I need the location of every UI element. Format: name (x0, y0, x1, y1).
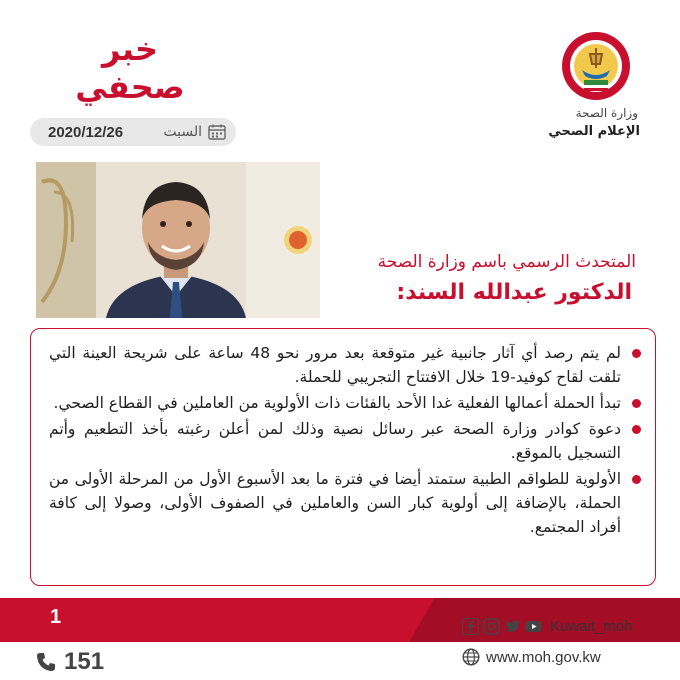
press-release-title (40, 30, 220, 110)
website-url[interactable]: www.moh.gov.kw (486, 648, 601, 666)
speaker-name: الدكتور عبدالله السند: (396, 280, 632, 305)
hotline-number: 151 (64, 648, 105, 675)
twitter-icon[interactable] (504, 618, 521, 635)
phone-icon (36, 652, 56, 672)
statements-box (30, 328, 656, 586)
title-line-2: صحفي (75, 68, 185, 106)
facebook-icon[interactable] (462, 618, 479, 635)
social-handle[interactable]: Kuwait_moh (550, 618, 633, 635)
day-label: السبت (163, 124, 202, 140)
department-name: الإعلام الصحي (548, 124, 640, 139)
statement-item: دعوة كوادر وزارة الصحة عبر رسائل نصية وذلك لمن أعلن رغبته بأخذ التطعيم وأتم التسجيل بالموقع. (49, 417, 643, 465)
social-links (462, 618, 633, 635)
page-number: 1 (50, 606, 62, 628)
date-value: 2020/12/26 (48, 123, 124, 141)
globe-icon (462, 648, 480, 666)
website-link[interactable] (462, 648, 601, 666)
ministry-logo (560, 30, 632, 102)
speaker-photo (36, 162, 320, 318)
statement-item: لم يتم رصد أي آثار جانبية غير متوقعة بعد مرور نحو 48 ساعة على شريحة العينة التي تلقت لقاح كوفيد-19 خلال الافتتاح التجريبي للحملة. (49, 341, 643, 389)
speaker-role: المتحدث الرسمي باسم وزارة الصحة (377, 252, 636, 272)
hotline (36, 648, 104, 676)
statement-item: الأولوية للطواقم الطبية ستمتد أيضا في فترة ما بعد الأسبوع الأول من المرحلة الأولى من الحملة، بالإضافة إلى أولوية كبار السن والعاملين في الصفوف الأولى، وصولا إلى كافة أفراد المجتمع. (49, 467, 643, 539)
calendar-icon (208, 124, 226, 140)
date-bar (30, 118, 236, 146)
youtube-icon[interactable] (525, 618, 542, 635)
ministry-name: وزارة الصحة (575, 106, 638, 120)
instagram-icon[interactable] (483, 618, 500, 635)
title-line-1: خبر (101, 30, 159, 68)
statement-item: تبدأ الحملة أعمالها الفعلية غدا الأحد بالفئات ذات الأولوية من العاملين في القطاع الصحي. (49, 391, 643, 415)
